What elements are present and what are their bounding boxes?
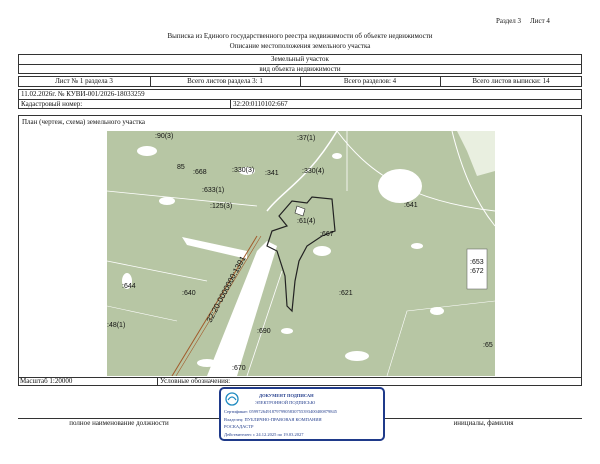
total-sections: Всего разделов: 4	[343, 77, 397, 85]
parcel-label: :640	[182, 290, 196, 297]
object-type-caption: вид объекта недвижимости	[259, 65, 341, 73]
parcel-label: :61(4)	[297, 218, 316, 225]
document-subtitle: Описание местоположения земельного участка	[229, 42, 371, 50]
stamp-line2: ЭЛЕКТРОННОЙ ПОДПИСЬЮ	[255, 400, 316, 405]
stamp-owner2: РОСКАДАСТР	[224, 424, 254, 429]
sheet-of-section: Лист № 1 раздела 3	[55, 77, 113, 85]
stamp-certificate: Сертификат: 059972649187979905830755393400400879845	[224, 409, 338, 414]
parcel-label: :667	[320, 231, 334, 238]
map-labels	[107, 131, 495, 376]
scale-label: Масштаб 1:20000	[20, 377, 73, 385]
total-sheets-extract: Всего листов выписки: 14	[472, 77, 550, 85]
divider	[18, 99, 582, 100]
parcel-label: :644	[122, 283, 136, 290]
legend-label: Условные обозначения:	[160, 377, 231, 385]
section-label: Раздел 3	[496, 17, 522, 25]
rosreestr-logo-icon	[225, 392, 239, 406]
parcel-label: :621	[339, 290, 353, 297]
document-title: Выписка из Единого государственного реестра недвижимости об объекте недвижимости	[167, 32, 433, 40]
parcel-label: :653	[470, 259, 484, 266]
divider	[230, 99, 231, 109]
record-date-number: 11.02.2026г. № КУВИ-001/2026-18033259	[21, 90, 145, 98]
parcel-label: :330(4)	[302, 168, 325, 175]
cadastral-number: 32:20:0110102:667	[233, 100, 288, 108]
parcel-label: 85	[177, 164, 185, 171]
parcel-label: :668	[193, 169, 207, 176]
total-sheets-section: Всего листов раздела 3: 1	[187, 77, 263, 85]
e-signature-stamp	[219, 387, 385, 441]
plan-title: План (чертеж, схема) земельного участка	[22, 118, 146, 126]
parcel-label: :672	[470, 268, 484, 275]
parcel-label: :37(1)	[297, 135, 316, 142]
position-caption: полное наименование должности	[69, 419, 169, 427]
parcel-label: :690	[257, 328, 271, 335]
road-label: 32:20-0000000:1391	[204, 254, 248, 324]
footer-row	[18, 377, 582, 386]
parcel-label: :633(1)	[202, 187, 225, 194]
stamp-valid: Действителен: с 24.12.2025 по 19.03.2027	[224, 432, 304, 437]
parcel-label: :670	[232, 365, 246, 372]
sheet-label: Лист 4	[530, 17, 550, 25]
parcel-label: :65	[483, 342, 493, 349]
object-type: Земельный участок	[271, 55, 329, 63]
parcel-label: :125(3)	[210, 203, 233, 210]
divider	[157, 377, 158, 386]
cadastral-label: Кадастровый номер:	[21, 100, 83, 108]
parcel-label: :341	[265, 170, 279, 177]
stamp-line1: ДОКУМЕНТ ПОДПИСАН	[259, 393, 314, 398]
initials-caption: инициалы, фамилия	[453, 419, 514, 427]
parcel-label: :90(3)	[155, 133, 174, 140]
stamp-owner: Владелец: ПУБЛИЧНО-ПРАВОВАЯ КОМПАНИЯ	[224, 417, 322, 422]
parcel-label: :641	[404, 202, 418, 209]
parcel-label: :48(1)	[107, 322, 126, 329]
parcel-label: :330(3)	[232, 167, 255, 174]
